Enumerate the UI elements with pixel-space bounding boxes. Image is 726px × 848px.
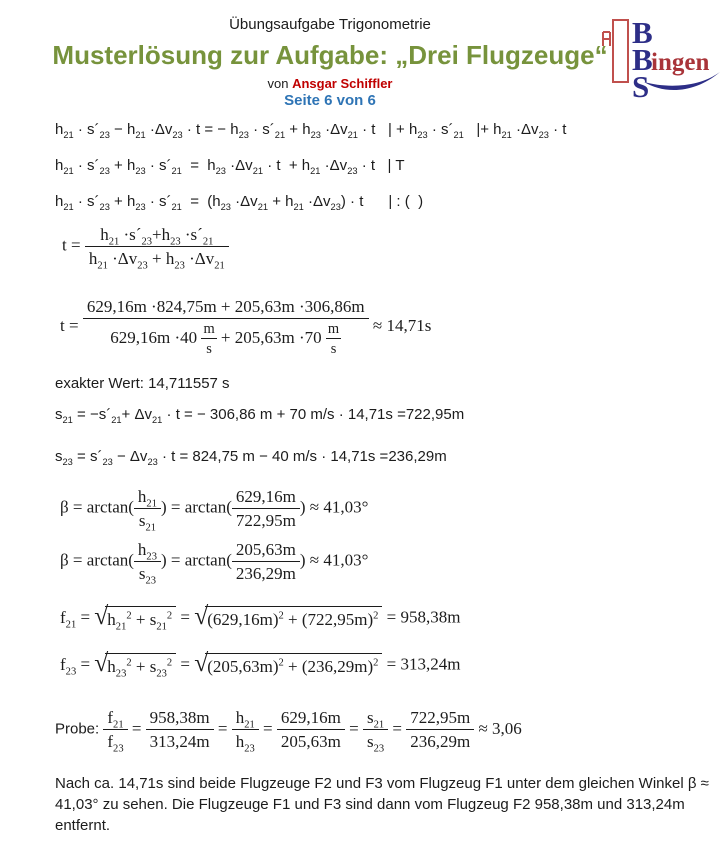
equation-t-formula [62, 224, 229, 270]
math-token: $h_{21}$ [301, 157, 321, 176]
math-token: t = [62, 235, 85, 255]
math-token: $s_{21}$ [138, 511, 157, 534]
math-token: 21 [293, 202, 304, 212]
equation-step-2 [55, 156, 405, 176]
math-token: $h_{21}$ [55, 193, 74, 212]
math-token: β = arctan( [60, 550, 134, 570]
math-token: + [109, 157, 127, 174]
math-token: 21 [108, 236, 120, 248]
math-token: 722,95m [410, 708, 471, 727]
math-token: 21 [63, 202, 74, 212]
math-token: + [121, 406, 135, 423]
math-token: + [131, 657, 150, 676]
math-token [146, 707, 214, 730]
math-token: $\Delta v_{23}$ [154, 121, 183, 140]
math-token: 23 [347, 166, 358, 176]
math-token: $h_{21}^2$ [107, 610, 132, 633]
math-token: $h_{21}$ [235, 708, 255, 731]
math-token [277, 707, 345, 730]
math-token: $s_{21}$ [366, 708, 385, 731]
math-token: 958,38m [149, 708, 210, 727]
math-token: |+ [463, 121, 494, 138]
math-token: $s´_{23}$ [87, 193, 110, 212]
equation-step-3 [55, 192, 423, 212]
math-token: = 313,24m [382, 654, 461, 674]
math-token [85, 247, 229, 272]
math-token: 2 [373, 657, 379, 669]
math-token: 23 [137, 260, 148, 272]
math-token: 629,16m [235, 487, 296, 506]
math-token: − [109, 121, 127, 138]
math-token: 23 [417, 130, 428, 140]
equation-beta-21 [60, 486, 368, 532]
math-token: $h_{23}$ [126, 193, 146, 212]
math-token: $\Delta v_{21}$ [240, 193, 269, 212]
math-token: · t = − 306,86 m + 70 m/s · 14,71s =722,95m [162, 406, 465, 423]
math-token [85, 224, 229, 270]
math-token: √ [94, 648, 109, 677]
math-token: $f_{21}$ [60, 607, 77, 631]
math-token: 23 [141, 236, 152, 248]
math-token: 21 [63, 130, 74, 140]
math-token: 629,16m ·824,75m + 205,63m ·306,86m [86, 297, 365, 316]
math-token: = − [72, 406, 99, 423]
math-token: 23 [172, 130, 183, 140]
math-token: 236,29m [410, 732, 471, 752]
math-token [406, 730, 474, 752]
math-token: 23 [99, 202, 110, 212]
math-token: $h_{23}$ [137, 540, 157, 563]
math-token [194, 601, 382, 632]
math-token [201, 320, 216, 339]
math-token [134, 486, 161, 509]
byline-prefix: von [267, 76, 293, 91]
math-token: · [225, 157, 236, 174]
math-token: $s´_{21}$ [262, 121, 286, 140]
equation-t-numeric [60, 296, 431, 358]
page-title: Musterlösung zur Aufgabe: „Drei Flugzeuge“ [52, 40, 608, 70]
math-token: 2 [166, 610, 173, 622]
math-token: 629,16m ·40 [110, 328, 202, 348]
math-token: · [119, 225, 130, 244]
math-token: ) · t | : ( ) [340, 193, 424, 210]
math-token: 21 [274, 130, 286, 140]
math-token: + [151, 225, 162, 244]
math-token: t = [60, 316, 83, 336]
math-token: · [180, 225, 191, 244]
math-token: 2 [126, 610, 132, 622]
math-token: · [73, 157, 88, 174]
byline [0, 76, 660, 91]
math-token [232, 486, 300, 509]
math-token: · [248, 121, 263, 138]
math-token: · [184, 249, 195, 269]
math-token: 629,16m [280, 708, 341, 727]
math-token: = [213, 718, 232, 738]
math-token: 21 [135, 130, 146, 140]
math-token: $\Delta v_{23}$ [521, 121, 549, 140]
math-token: · [73, 121, 88, 138]
math-token: 21 [156, 621, 167, 633]
math-token: 23 [215, 166, 226, 176]
math-token: 21 [115, 621, 127, 633]
math-token: $s_{23}^2$ [149, 657, 173, 680]
math-token [94, 601, 176, 633]
math-token: $h_{23}$ [302, 121, 321, 140]
math-token: = [181, 157, 208, 174]
math-token [205, 653, 382, 677]
math-token: $s_{23}$ [138, 564, 157, 587]
math-token: ) ≈ 41,03° [299, 550, 369, 570]
math-token [105, 653, 176, 680]
equation-beta-23 [60, 539, 368, 585]
math-token: 23 [244, 743, 255, 755]
math-token [146, 730, 214, 752]
math-token: ≈ 3,06 [474, 718, 522, 738]
math-token: $s´_{21}$ [98, 406, 122, 425]
math-token: $h_{23}$ [126, 157, 146, 176]
document-subtitle: Übungsaufgabe Trigonometrie [229, 16, 431, 33]
math-token: 21 [373, 719, 385, 731]
math-token: 21 [453, 130, 464, 140]
math-token: $s´_{23}$ [129, 225, 152, 248]
math-token [205, 606, 382, 630]
math-token: ) = arctan( [160, 550, 232, 570]
logo-letter-s: S [632, 69, 650, 98]
math-token: $h_{21}$ [493, 121, 512, 140]
math-token: · [145, 121, 155, 138]
math-token: 23 [99, 130, 110, 140]
math-token [146, 707, 214, 753]
math-token: · t | T [357, 157, 405, 174]
math-token: 23 [220, 202, 231, 212]
math-token: + [109, 193, 127, 210]
math-token: 21 [171, 202, 182, 212]
math-token [232, 509, 300, 531]
math-token: $h_{21}$ [126, 121, 146, 140]
math-token [232, 707, 259, 730]
math-token: 23 [113, 743, 124, 755]
math-token: 21 [146, 498, 157, 510]
math-token: $h_{23}$ [161, 225, 181, 248]
math-token: $h_{23}$ [207, 157, 226, 176]
math-token: 21 [214, 260, 225, 272]
math-token: $h_{21}$ [55, 157, 74, 176]
math-token: 2 [166, 657, 173, 669]
math-token: $f_{21}$ [107, 708, 124, 731]
math-token [94, 648, 176, 680]
math-token: $s_{23}$ [55, 448, 73, 467]
math-token: 2 [278, 657, 284, 669]
math-token: · t [548, 121, 567, 138]
math-token: √ [194, 601, 209, 630]
math-token [134, 562, 161, 587]
math-token: 21 [252, 166, 264, 176]
math-token: $h_{21}$ [55, 121, 74, 140]
math-token [83, 296, 369, 319]
math-token: − [112, 448, 130, 465]
math-token: ≈ 14,71s [368, 316, 432, 336]
math-token: 23 [538, 130, 549, 140]
math-token: $s´_{23}$ [87, 157, 110, 176]
equation-s21 [55, 405, 464, 425]
math-token: 23 [135, 166, 146, 176]
math-token: 23 [145, 575, 157, 587]
math-token: $s´_{23}$ [87, 121, 110, 140]
math-token: $\Delta v_{21}$ [134, 406, 163, 425]
math-token: 21 [347, 130, 358, 140]
math-token [103, 730, 127, 755]
math-token: · [511, 121, 522, 138]
math-token [363, 707, 388, 753]
math-token [83, 319, 369, 358]
math-token: = ( [181, 193, 213, 210]
math-token: 2 [278, 610, 284, 622]
probe-label: Probe: [55, 720, 104, 738]
equation-f23 [60, 648, 461, 680]
math-token: 313,24m [149, 732, 210, 752]
math-token: 21 [501, 130, 512, 140]
math-token: m [203, 321, 215, 338]
math-token: = [176, 607, 195, 627]
math-token: 23 [62, 457, 73, 467]
math-token: 2 [373, 610, 379, 622]
math-token: + (236,29m) [283, 657, 374, 676]
math-token [406, 707, 474, 753]
math-token: $s´_{21}$ [159, 193, 182, 212]
math-token: √ [94, 601, 109, 630]
math-token: 23 [238, 130, 249, 140]
math-token: $\Delta v_{23}$ [329, 157, 358, 176]
logo-text-ingen: ingen [651, 49, 710, 76]
math-token: 2 [126, 657, 132, 669]
math-token: = [76, 607, 95, 627]
math-token: = [388, 718, 407, 738]
math-token: 21 [111, 415, 122, 425]
math-token [406, 707, 474, 730]
math-token [232, 562, 300, 584]
math-token [326, 339, 341, 358]
math-token: = [344, 718, 363, 738]
math-token: $\Delta v_{21}$ [235, 157, 264, 176]
math-token: 21 [310, 166, 321, 176]
math-token: m [327, 321, 340, 338]
math-token [194, 648, 382, 679]
math-token: · [230, 193, 241, 210]
math-token: 21 [113, 719, 124, 731]
math-token: · [73, 193, 88, 210]
math-token: s [330, 341, 337, 358]
math-token: 205,63m [280, 732, 341, 752]
probe-math [103, 708, 522, 755]
math-token: $h_{23}$ [408, 121, 428, 140]
math-token: 21 [145, 522, 157, 534]
math-token: 21 [152, 415, 163, 425]
math-token: 21 [62, 415, 73, 425]
math-token: $\Delta v_{23}$ [129, 448, 158, 467]
math-token: 21 [257, 202, 269, 212]
math-token: · [145, 157, 160, 174]
tower-icon [603, 20, 628, 82]
math-token: = [176, 654, 195, 674]
math-token: = [258, 718, 277, 738]
equation-step-1 [55, 120, 566, 140]
math-token: 23 [330, 202, 341, 212]
math-token: 23 [373, 743, 385, 755]
math-token: 23 [310, 130, 321, 140]
exact-value-note: exakter Wert: 14,711557 s [55, 375, 230, 392]
math-token: 236,29m [235, 564, 296, 584]
logo-letter-b1: B [632, 15, 653, 50]
equation-f21 [60, 601, 461, 633]
math-token: $\Delta v_{21}$ [194, 249, 225, 272]
math-token: ) = arctan( [160, 497, 232, 517]
math-token: = 958,38m [382, 607, 461, 627]
math-token: (205,63m) [207, 657, 279, 676]
math-token: $h_{21}$ [285, 193, 304, 212]
math-token: $s_{21}^2$ [149, 610, 173, 633]
math-token: $\Delta v_{23}$ [117, 249, 148, 272]
math-token: 722,95m [235, 511, 296, 531]
math-token: $h_{23}$ [230, 121, 249, 140]
math-token: $s_{23}$ [366, 732, 385, 755]
math-token [134, 539, 161, 585]
math-token: $s´_{21}$ [190, 225, 214, 248]
math-token: β = arctan( [60, 497, 134, 517]
math-token: 21 [202, 236, 214, 248]
conclusion-paragraph: Nach ca. 14,71s sind beide Flugzeuge F2 und F3 vom Flugzeug F1 unter dem gleichen Winkel β ≈ 41,03° zu sehen. Die Flugzeuge F1 und F3 sind dann vom Flugzeug F2 958,38m und 313,24m entfernt. [55, 775, 709, 834]
math-token: s [206, 341, 212, 358]
math-token: $h_{23}$ [235, 732, 255, 755]
author-name: Ansgar Schiffler [292, 76, 393, 91]
math-token: + (722,95m) [283, 610, 374, 629]
math-token [103, 707, 127, 753]
math-token: + [268, 193, 286, 210]
math-token: 23 [135, 202, 146, 212]
math-token: $s_{21}$ [55, 406, 73, 425]
math-token: $s´_{21}$ [441, 121, 464, 140]
math-token [232, 730, 259, 755]
math-token: 23 [65, 666, 77, 678]
math-token: √ [194, 648, 209, 677]
math-token [363, 730, 388, 755]
math-token: $\Delta v_{21}$ [330, 121, 358, 140]
math-token [134, 539, 161, 562]
math-token: · t = 824,75 m − 40 m/s · 14,71s =236,29m [157, 448, 447, 465]
math-token: $f_{23}$ [107, 732, 124, 755]
math-token: (629,16m) [207, 610, 279, 629]
math-token: · t + [263, 157, 302, 174]
math-token [277, 707, 345, 753]
math-token: · [320, 157, 330, 174]
math-token: ) ≈ 41,03° [299, 497, 369, 517]
math-token: $h_{21}$ [100, 225, 120, 248]
math-token [232, 707, 259, 753]
math-token: + [285, 121, 303, 138]
math-token: $h_{23}$ [165, 249, 185, 272]
math-token: 23 [115, 668, 127, 680]
math-token: · t = − [182, 121, 231, 138]
math-token: 21 [97, 260, 108, 272]
math-token [103, 707, 127, 730]
math-token [134, 486, 161, 532]
math-token: $f_{23}$ [60, 654, 77, 678]
math-token: 23 [174, 260, 185, 272]
math-token: 23 [102, 457, 113, 467]
math-token: 21 [244, 719, 255, 731]
math-token [232, 539, 300, 562]
math-token [326, 320, 341, 358]
math-token: + 205,63m ·70 [216, 328, 326, 348]
logo-letter-b2: B [632, 42, 653, 77]
math-token [363, 707, 388, 730]
math-token [201, 320, 216, 358]
math-token: · [107, 249, 118, 269]
math-token [232, 539, 300, 585]
math-token: 23 [146, 551, 157, 563]
math-token: = [76, 654, 95, 674]
math-token: 23 [156, 668, 167, 680]
math-token: = [127, 718, 146, 738]
math-token: · [427, 121, 441, 138]
math-token [326, 320, 341, 339]
math-token: $s´_{23}$ [89, 448, 113, 467]
math-token: · t | + [357, 121, 409, 138]
equation-s23 [55, 447, 447, 467]
logo-graphic [592, 8, 722, 98]
math-token: $s´_{21}$ [159, 157, 182, 176]
math-token: 21 [171, 166, 182, 176]
math-token [83, 296, 369, 358]
math-token: 23 [170, 236, 181, 248]
math-token: 23 [99, 166, 110, 176]
math-token [232, 486, 300, 532]
math-token [277, 730, 345, 752]
bbs-bingen-logo [592, 8, 722, 98]
math-token: + [147, 249, 166, 269]
page-number: Seite 6 von 6 [284, 92, 376, 109]
math-token: + [131, 610, 150, 629]
math-token: $h_{23}$ [212, 193, 231, 212]
math-token [201, 339, 216, 358]
math-token: · [303, 193, 313, 210]
math-token: · [145, 193, 160, 210]
math-token: $\Delta v_{23}$ [313, 193, 341, 212]
math-token: 205,63m [235, 540, 296, 559]
math-token: $h_{21}$ [88, 249, 108, 272]
math-token: $h_{21}$ [137, 487, 157, 510]
math-token: 21 [65, 619, 77, 631]
math-token: 21 [63, 166, 74, 176]
math-token: · [320, 121, 331, 138]
math-token [105, 606, 176, 633]
math-token [134, 509, 161, 534]
equation-probe [55, 707, 522, 753]
math-token [85, 224, 229, 247]
math-token: = [72, 448, 90, 465]
math-token: $h_{23}^2$ [107, 657, 132, 680]
math-token: 23 [147, 457, 158, 467]
